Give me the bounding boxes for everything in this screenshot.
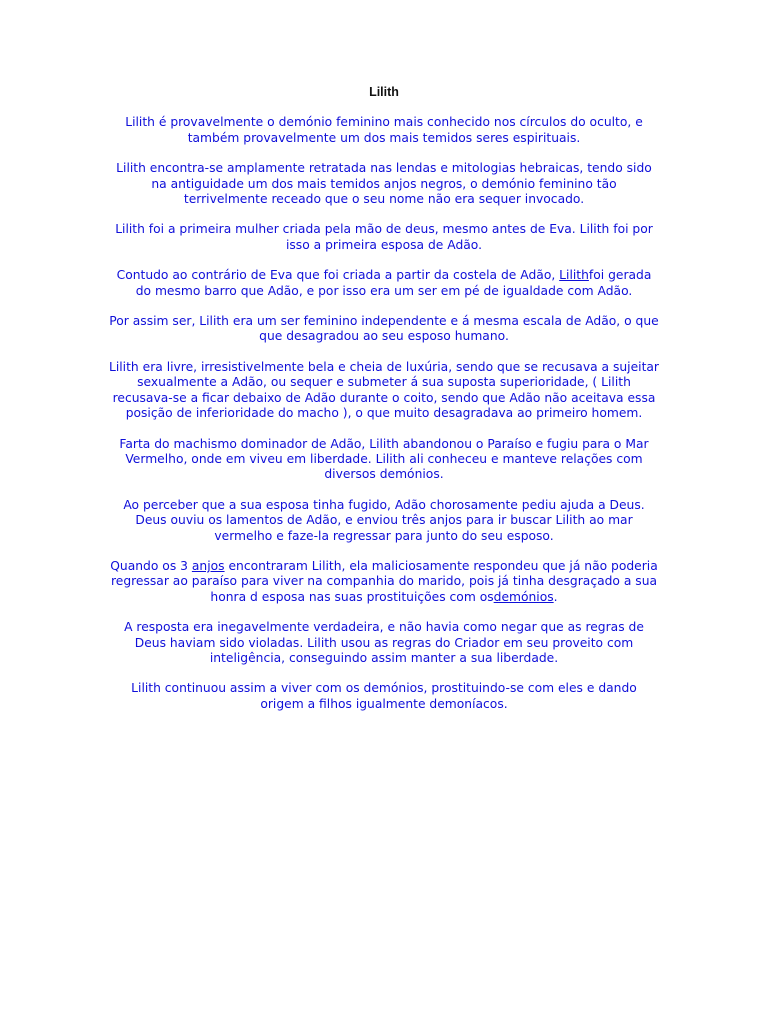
paragraph-text: Quando os 3 [110, 558, 192, 573]
lilith-link[interactable]: Lilith [559, 268, 589, 283]
paragraph: A resposta era inegavelmente verdadeira, e não havia como negar que as regras de Deus haviam sido violadas. Lilith usou as regras do Criador em seu proveito com inteligência, conseguindo assim manter a sua liberdade. [124, 620, 644, 665]
paragraph: Ao perceber que a sua esposa tinha fugido, Adão chorosamente pediu ajuda a Deus. Deus ouviu os lamentos de Adão, e enviou três anjos para ir buscar Lilith ao mar vermelho e faze-la regressar para junto do seu esposo. [123, 497, 645, 543]
paragraph-text: Contudo ao contrário de Eva que foi criada a partir da costela de Adão, [116, 268, 560, 283]
paragraph [108, 559, 660, 605]
paragraph: Lilith continuou assim a viver com os demónios, prostituindo-se com eles e dando origem a filhos igualmente demoníacos. [131, 681, 637, 711]
paragraph [108, 268, 660, 299]
paragraph: Farta do machismo dominador de Adão, Lilith abandonou o Paraíso e fugiu para o Mar Vermelho, onde em viveu em liberdade. Lilith ali conheceu e manteve relações com diversos demónios. [119, 436, 649, 482]
paragraph: Lilith era livre, irresistivelmente bela e cheia de luxúria, sendo que se recusava a sujeitar sexualmente a Adão, ou sequer e submeter á sua suposta superioridade, ( Lilith recusava-se a ficar debaixo de Adão durante o coito, sendo que Adão não aceitava essa posição de inferioridade do macho ), o que muito desagradava ao primeiro homem. [109, 359, 659, 421]
paragraph: Lilith encontra-se amplamente retratada nas lendas e mitologias hebraicas, tendo sido na antiguidade um dos mais temidos anjos negros, o demónio feminino tão terrivelmente receado que o seu nome não era sequer invocado. [116, 161, 652, 207]
paragraph: Por assim ser, Lilith era um ser feminino independente e á mesma escala de Adão, o que que desagradou ao seu esposo humano. [109, 314, 659, 344]
paragraph-text: . [553, 589, 558, 604]
paragraph-text: foi gerada do mesmo barro que Adão, e por isso era um ser em pé de igualdade com Adão. [135, 268, 652, 298]
document-title: Lilith [369, 85, 399, 99]
paragraph: Lilith é provavelmente o demónio feminino mais conhecido nos círculos do oculto, e também provavelmente um dos mais temidos seres espirituais. [125, 115, 643, 145]
demonios-link[interactable]: demónios [493, 589, 554, 604]
anjos-link[interactable]: anjos [191, 558, 225, 573]
paragraph-text: encontraram Lilith, ela maliciosamente respondeu que já não poderia regressar ao paraíso para viver na companhia do marido, pois já tinha desgraçado a sua honra d esposa nas suas prostituições com os [110, 558, 658, 604]
paragraph: Lilith foi a primeira mulher criada pela mão de deus, mesmo antes de Eva. Lilith foi por isso a primeira esposa de Adão. [115, 222, 653, 252]
document-page [108, 85, 660, 727]
